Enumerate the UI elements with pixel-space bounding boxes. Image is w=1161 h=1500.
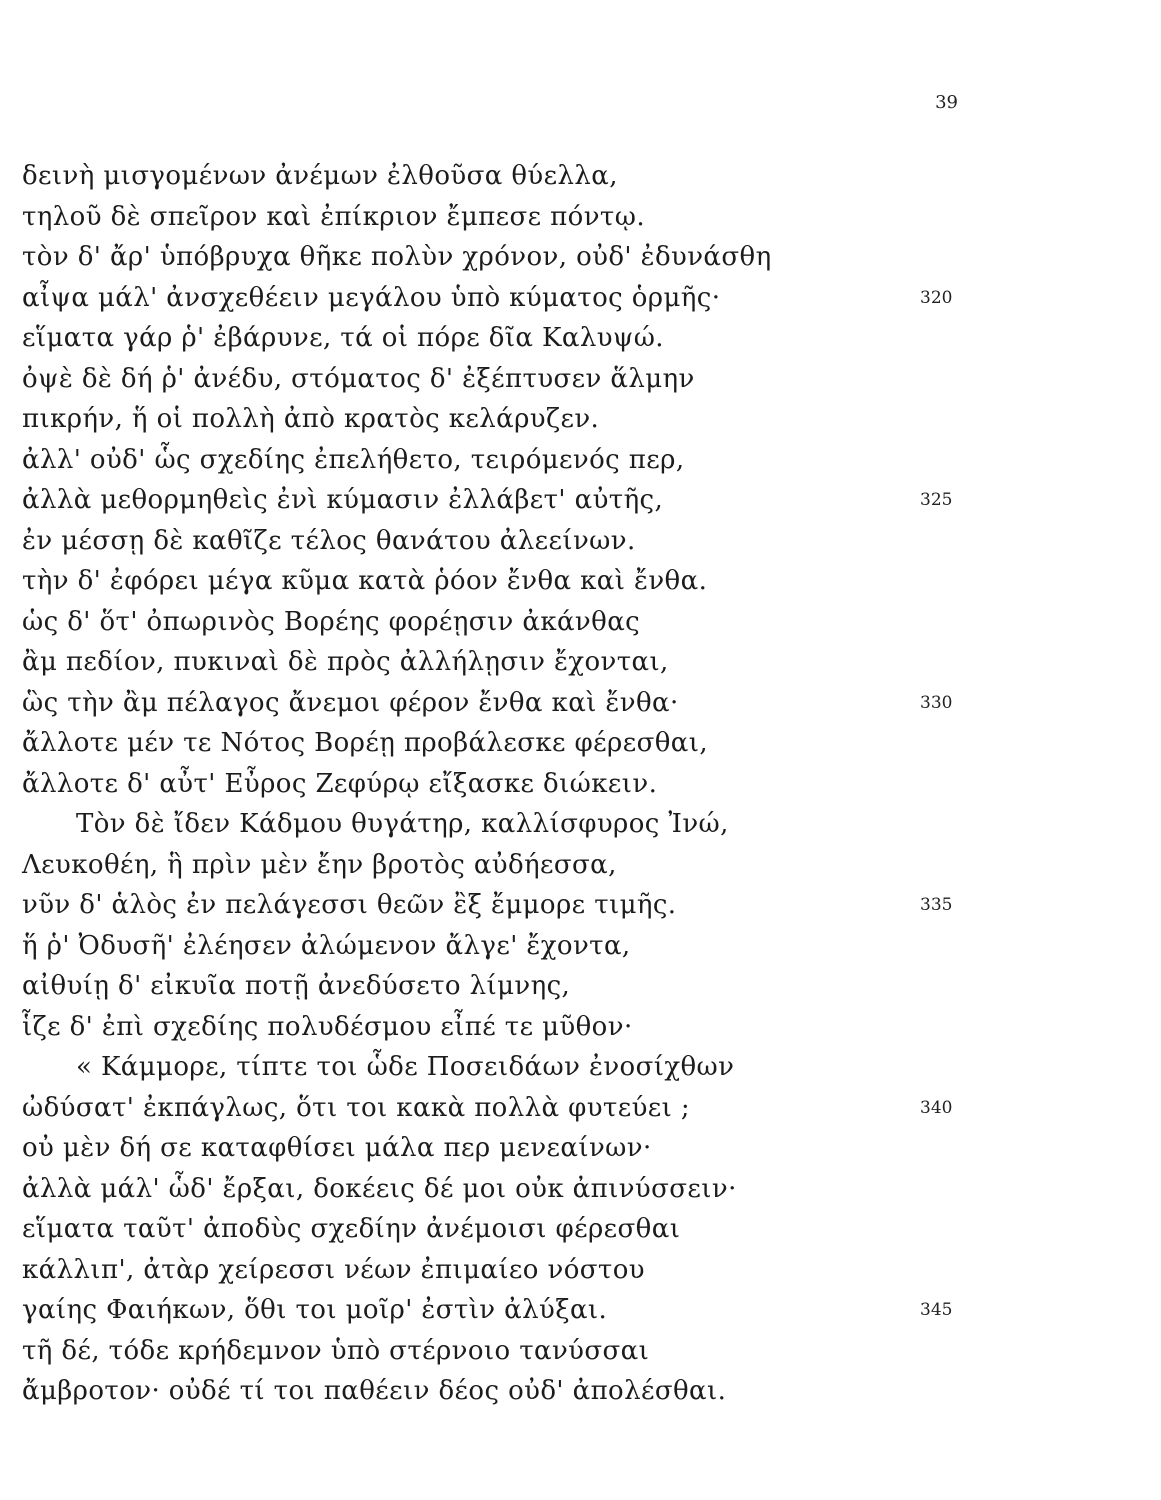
verse-line bbox=[22, 1169, 1142, 1210]
verse-line bbox=[22, 561, 1142, 602]
verse-text: ἄλλοτε μέν τε Νότος Βορέῃ προβάλεσκε φέρεσθαι, bbox=[22, 728, 709, 758]
verse-text: Τὸν δὲ ἴδεν Κάδμου θυγάτηρ, καλλίσφυρος Ἰνώ, bbox=[76, 809, 729, 839]
verse-text: κάλλιπ', ἀτὰρ χείρεσσι νέων ἐπιμαίεο νόστου bbox=[22, 1254, 645, 1285]
verse-line bbox=[22, 399, 1142, 440]
verse-line bbox=[22, 764, 1142, 805]
verse-line bbox=[22, 885, 1142, 926]
line-number: 325 bbox=[920, 490, 953, 510]
verse-line bbox=[22, 966, 1142, 1007]
verse-text: ὣς τὴν ἂμ πέλαγος ἄνεμοι φέρον ἔνθα καὶ ἔνθα· bbox=[22, 687, 679, 718]
line-number: 320 bbox=[920, 287, 953, 308]
line-number: 335 bbox=[920, 895, 953, 915]
verse-line bbox=[22, 197, 1142, 238]
verse-text: « Κάμμορε, τίπτε τοι ὧδε Ποσειδάων ἐνοσίχθων bbox=[76, 1052, 735, 1082]
verse-text: ἀλλὰ μάλ' ὧδ' ἔρξαι, δοκέεις δέ μοι οὐκ ἀπινύσσειν· bbox=[22, 1173, 737, 1204]
verse-line bbox=[22, 359, 1142, 400]
verse-text: πικρήν, ἥ οἱ πολλὴ ἀπὸ κρατὸς κελάρυζεν. bbox=[22, 404, 600, 434]
verse-text: εἵματα γάρ ῥ' ἐβάρυνε, τά οἱ πόρε δῖα Καλυψώ. bbox=[22, 323, 664, 353]
verse-text: ἄλλοτε δ' αὖτ' Εὖρος Ζεφύρῳ εἴξασκε διώκειν. bbox=[22, 768, 658, 799]
verse-text: δεινὴ μισγομένων ἀνέμων ἐλθοῦσα θύελλα, bbox=[22, 161, 618, 191]
verse-text: αἶψα μάλ' ἀνσχεθέειν μεγάλου ὑπὸ κύματος ὁρμῆς· bbox=[22, 282, 721, 313]
verse-text: εἵματα ταῦτ' ἀποδὺς σχεδίην ἀνέμοισι φέρεσθαι bbox=[22, 1214, 681, 1244]
verse-text: ἐν μέσσῃ δὲ καθῖζε τέλος θανάτου ἀλεείνων. bbox=[22, 525, 636, 556]
verse-line bbox=[22, 683, 1142, 724]
verse-line bbox=[22, 642, 1142, 683]
verse-text: ἀλλὰ μεθορμηθεὶς ἐνὶ κύμασιν ἐλλάβετ' αὐτῆς, bbox=[22, 485, 664, 515]
verse-block bbox=[22, 156, 1142, 1412]
verse-text: νῦν δ' ἁλὸς ἐν πελάγεσσι θεῶν ἒξ ἔμμορε τιμῆς. bbox=[22, 890, 677, 920]
verse-line bbox=[22, 1047, 1142, 1088]
verse-text: τὴν δ' ἐφόρει μέγα κῦμα κατὰ ῥόον ἔνθα καὶ ἔνθα. bbox=[22, 566, 708, 596]
verse-line bbox=[22, 318, 1142, 359]
verse-text: τηλοῦ δὲ σπεῖρον καὶ ἐπίκριον ἔμπεσε πόντῳ. bbox=[22, 201, 645, 232]
verse-text: ὡς δ' ὅτ' ὀπωρινὸς Βορέης φορέῃσιν ἀκάνθας bbox=[22, 606, 641, 637]
verse-line bbox=[22, 440, 1142, 481]
line-number: 340 bbox=[920, 1097, 953, 1118]
verse-line bbox=[22, 278, 1142, 319]
line-number: 330 bbox=[920, 692, 953, 713]
verse-line bbox=[22, 602, 1142, 643]
verse-line bbox=[22, 926, 1142, 967]
verse-line bbox=[22, 804, 1142, 845]
verse-line bbox=[22, 1290, 1142, 1331]
verse-text: ἷζε δ' ἐπὶ σχεδίης πολυδέσμου εἶπέ τε μῦθον· bbox=[22, 1011, 633, 1042]
verse-text: Λευκοθέη, ἣ πρὶν μὲν ἔην βροτὸς αὐδήεσσα, bbox=[22, 849, 617, 880]
verse-line bbox=[22, 521, 1142, 562]
verse-text: τὸν δ' ἄρ' ὑπόβρυχα θῆκε πολὺν χρόνον, οὐδ' ἐδυνάσθη bbox=[22, 242, 772, 272]
verse-text: αἰθυίῃ δ' εἰκυῖα ποτῇ ἀνεδύσετο λίμνης, bbox=[22, 971, 571, 1001]
verse-line bbox=[22, 1331, 1142, 1372]
verse-text: ἀλλ' οὐδ' ὧς σχεδίης ἐπελήθετο, τειρόμενός περ, bbox=[22, 444, 685, 475]
verse-text: ἥ ῥ' Ὀδυσῆ' ἐλέησεν ἀλώμενον ἄλγε' ἔχοντα, bbox=[22, 930, 631, 961]
line-number: 345 bbox=[920, 1300, 953, 1320]
page-number: 39 bbox=[935, 92, 958, 113]
verse-line bbox=[22, 1209, 1142, 1250]
verse-text: ἂμ πεδίον, πυκιναὶ δὲ πρὸς ἀλλήλῃσιν ἔχονται, bbox=[22, 647, 669, 677]
verse-line bbox=[22, 723, 1142, 764]
verse-text: ἄμβροτον· οὐδέ τί τοι παθέειν δέος οὐδ' ἀπολέσθαι. bbox=[22, 1376, 727, 1406]
verse-line bbox=[22, 1250, 1142, 1291]
verse-line bbox=[22, 237, 1142, 278]
verse-text: τῆ δέ, τόδε κρήδεμνον ὑπὸ στέρνοιο τανύσσαι bbox=[22, 1335, 650, 1366]
verse-line bbox=[22, 156, 1142, 197]
verse-text: οὐ μὲν δή σε καταφθίσει μάλα περ μενεαίνων· bbox=[22, 1133, 652, 1163]
verse-line bbox=[22, 1088, 1142, 1129]
verse-text: ὠδύσατ' ἐκπάγλως, ὅτι τοι κακὰ πολλὰ φυτεύει ; bbox=[22, 1092, 691, 1123]
verse-line bbox=[22, 1007, 1142, 1048]
verse-line bbox=[22, 1371, 1142, 1412]
verse-line bbox=[22, 480, 1142, 521]
verse-text: γαίης Φαιήκων, ὅθι τοι μοῖρ' ἐστὶν ἀλύξαι. bbox=[22, 1295, 608, 1325]
verse-line bbox=[22, 1128, 1142, 1169]
verse-text: ὀψὲ δὲ δή ῥ' ἀνέδυ, στόματος δ' ἐξέπτυσεν ἅλμην bbox=[22, 363, 695, 394]
verse-line bbox=[22, 845, 1142, 886]
